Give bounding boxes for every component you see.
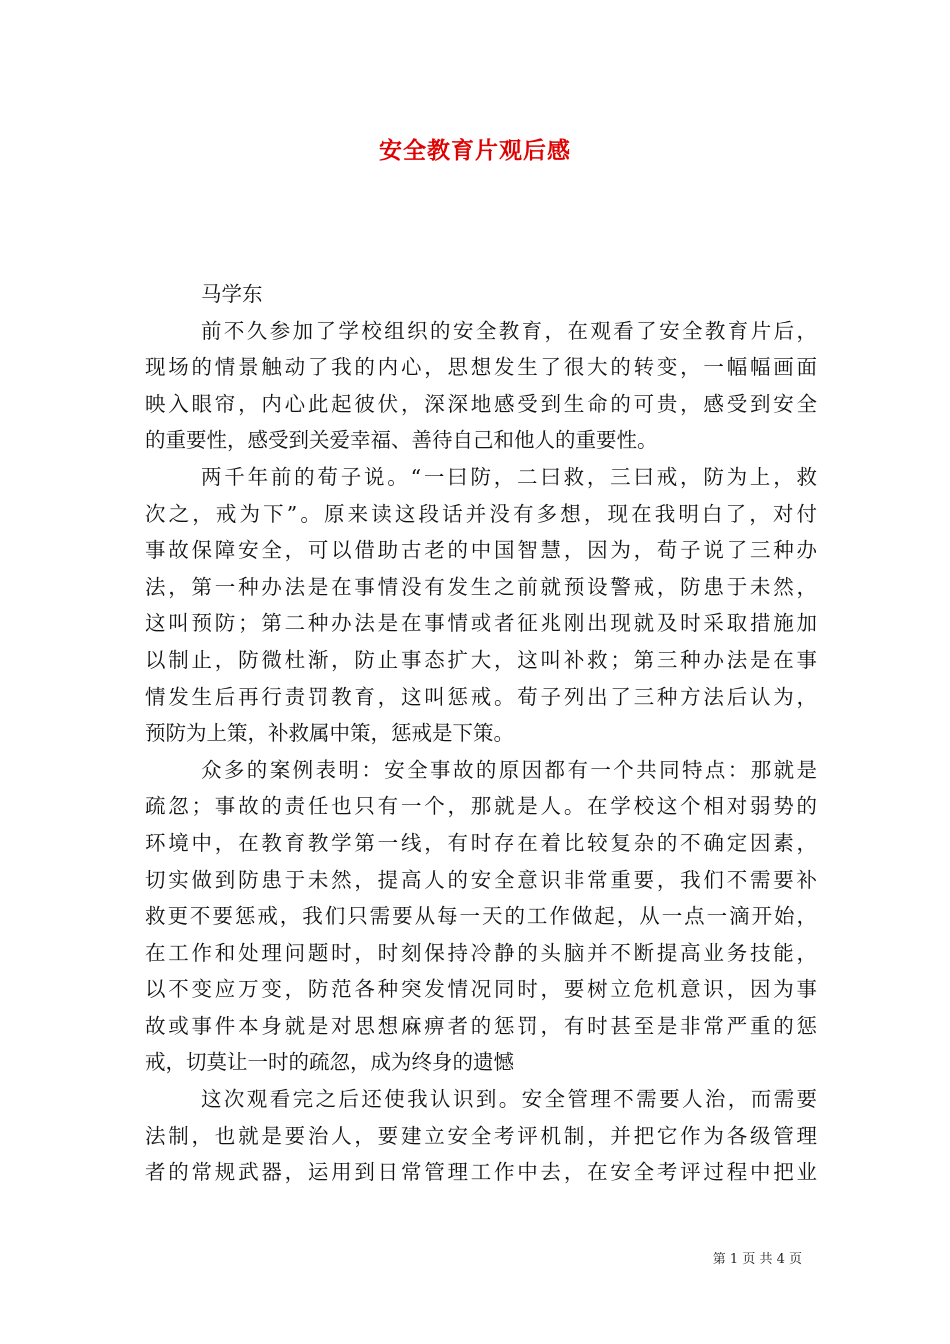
text-line: 映入眼帘，内心此起彼伏，深深地感受到生命的可贵，感受到安全 [145, 391, 817, 416]
page-number: 第 1 页 共 4 页 [712, 1252, 802, 1267]
text-line: 前不久参加了学校组织的安全教育，在观看了安全教育片后， [201, 318, 817, 343]
text-line: 现场的情景触动了我的内心，思想发生了很大的转变，一幅幅画面 [145, 355, 817, 380]
text-line: 在工作和处理问题时，时刻保持冷静的头脑并不断提高业务技能， [145, 940, 817, 965]
text-line: 两千年前的荀子说。“一曰防，二曰救，三曰戒，防为上，救 [201, 464, 817, 489]
text-line: 者的常规武器，运用到日常管理工作中去，在安全考评过程中把业 [145, 1160, 817, 1185]
text-line: 环境中，在教育教学第一线，有时存在着比较复杂的不确定因素， [145, 830, 817, 855]
text-line: 以制止，防微杜渐，防止事态扩大，这叫补救；第三种办法是在事 [145, 647, 817, 672]
text-line: 这叫预防；第二种办法是在事情或者征兆刚出现就及时采取措施加 [145, 611, 817, 636]
text-line: 的重要性，感受到关爱幸福、善待自己和他人的重要性。 [145, 428, 658, 453]
document-body [145, 276, 817, 1191]
text-line: 次之，戒为下”。原来读这段话并没有多想，现在我明白了，对付 [145, 501, 817, 526]
text-line: 事故保障安全，可以借助古老的中国智慧，因为，荀子说了三种办 [145, 538, 817, 563]
text-line: 预防为上策，补救属中策，惩戒是下策。 [145, 721, 514, 746]
text-line: 切实做到防患于未然，提高人的安全意识非常重要，我们不需要补 [145, 867, 817, 892]
text-line: 情发生后再行责罚教育，这叫惩戒。荀子列出了三种方法后认为， [145, 684, 817, 709]
text-line: 法制，也就是要治人，要建立安全考评机制，并把它作为各级管理 [145, 1123, 817, 1148]
text-line: 法，第一种办法是在事情没有发生之前就预设警戒，防患于未然， [145, 574, 817, 599]
text-line: 戒，切莫让一时的疏忽，成为终身的遗憾 [145, 1050, 514, 1075]
author-name: 马学东 [201, 282, 263, 306]
body-text [145, 313, 817, 1191]
text-line: 故或事件本身就是对思想麻痹者的惩罚，有时甚至是非常严重的惩 [145, 1013, 817, 1038]
document-title: 安全教育片观后感 [379, 137, 571, 164]
text-line: 以不变应万变，防范各种突发情况同时，要树立危机意识，因为事 [145, 977, 817, 1002]
text-line: 救更不要惩戒，我们只需要从每一天的工作做起，从一点一滴开始， [145, 904, 817, 929]
text-line: 这次观看完之后还使我认识到。安全管理不需要人治，而需要 [201, 1087, 817, 1112]
text-line: 疏忽；事故的责任也只有一个，那就是人。在学校这个相对弱势的 [145, 794, 817, 819]
text-line: 众多的案例表明：安全事故的原因都有一个共同特点：那就是 [201, 757, 817, 782]
